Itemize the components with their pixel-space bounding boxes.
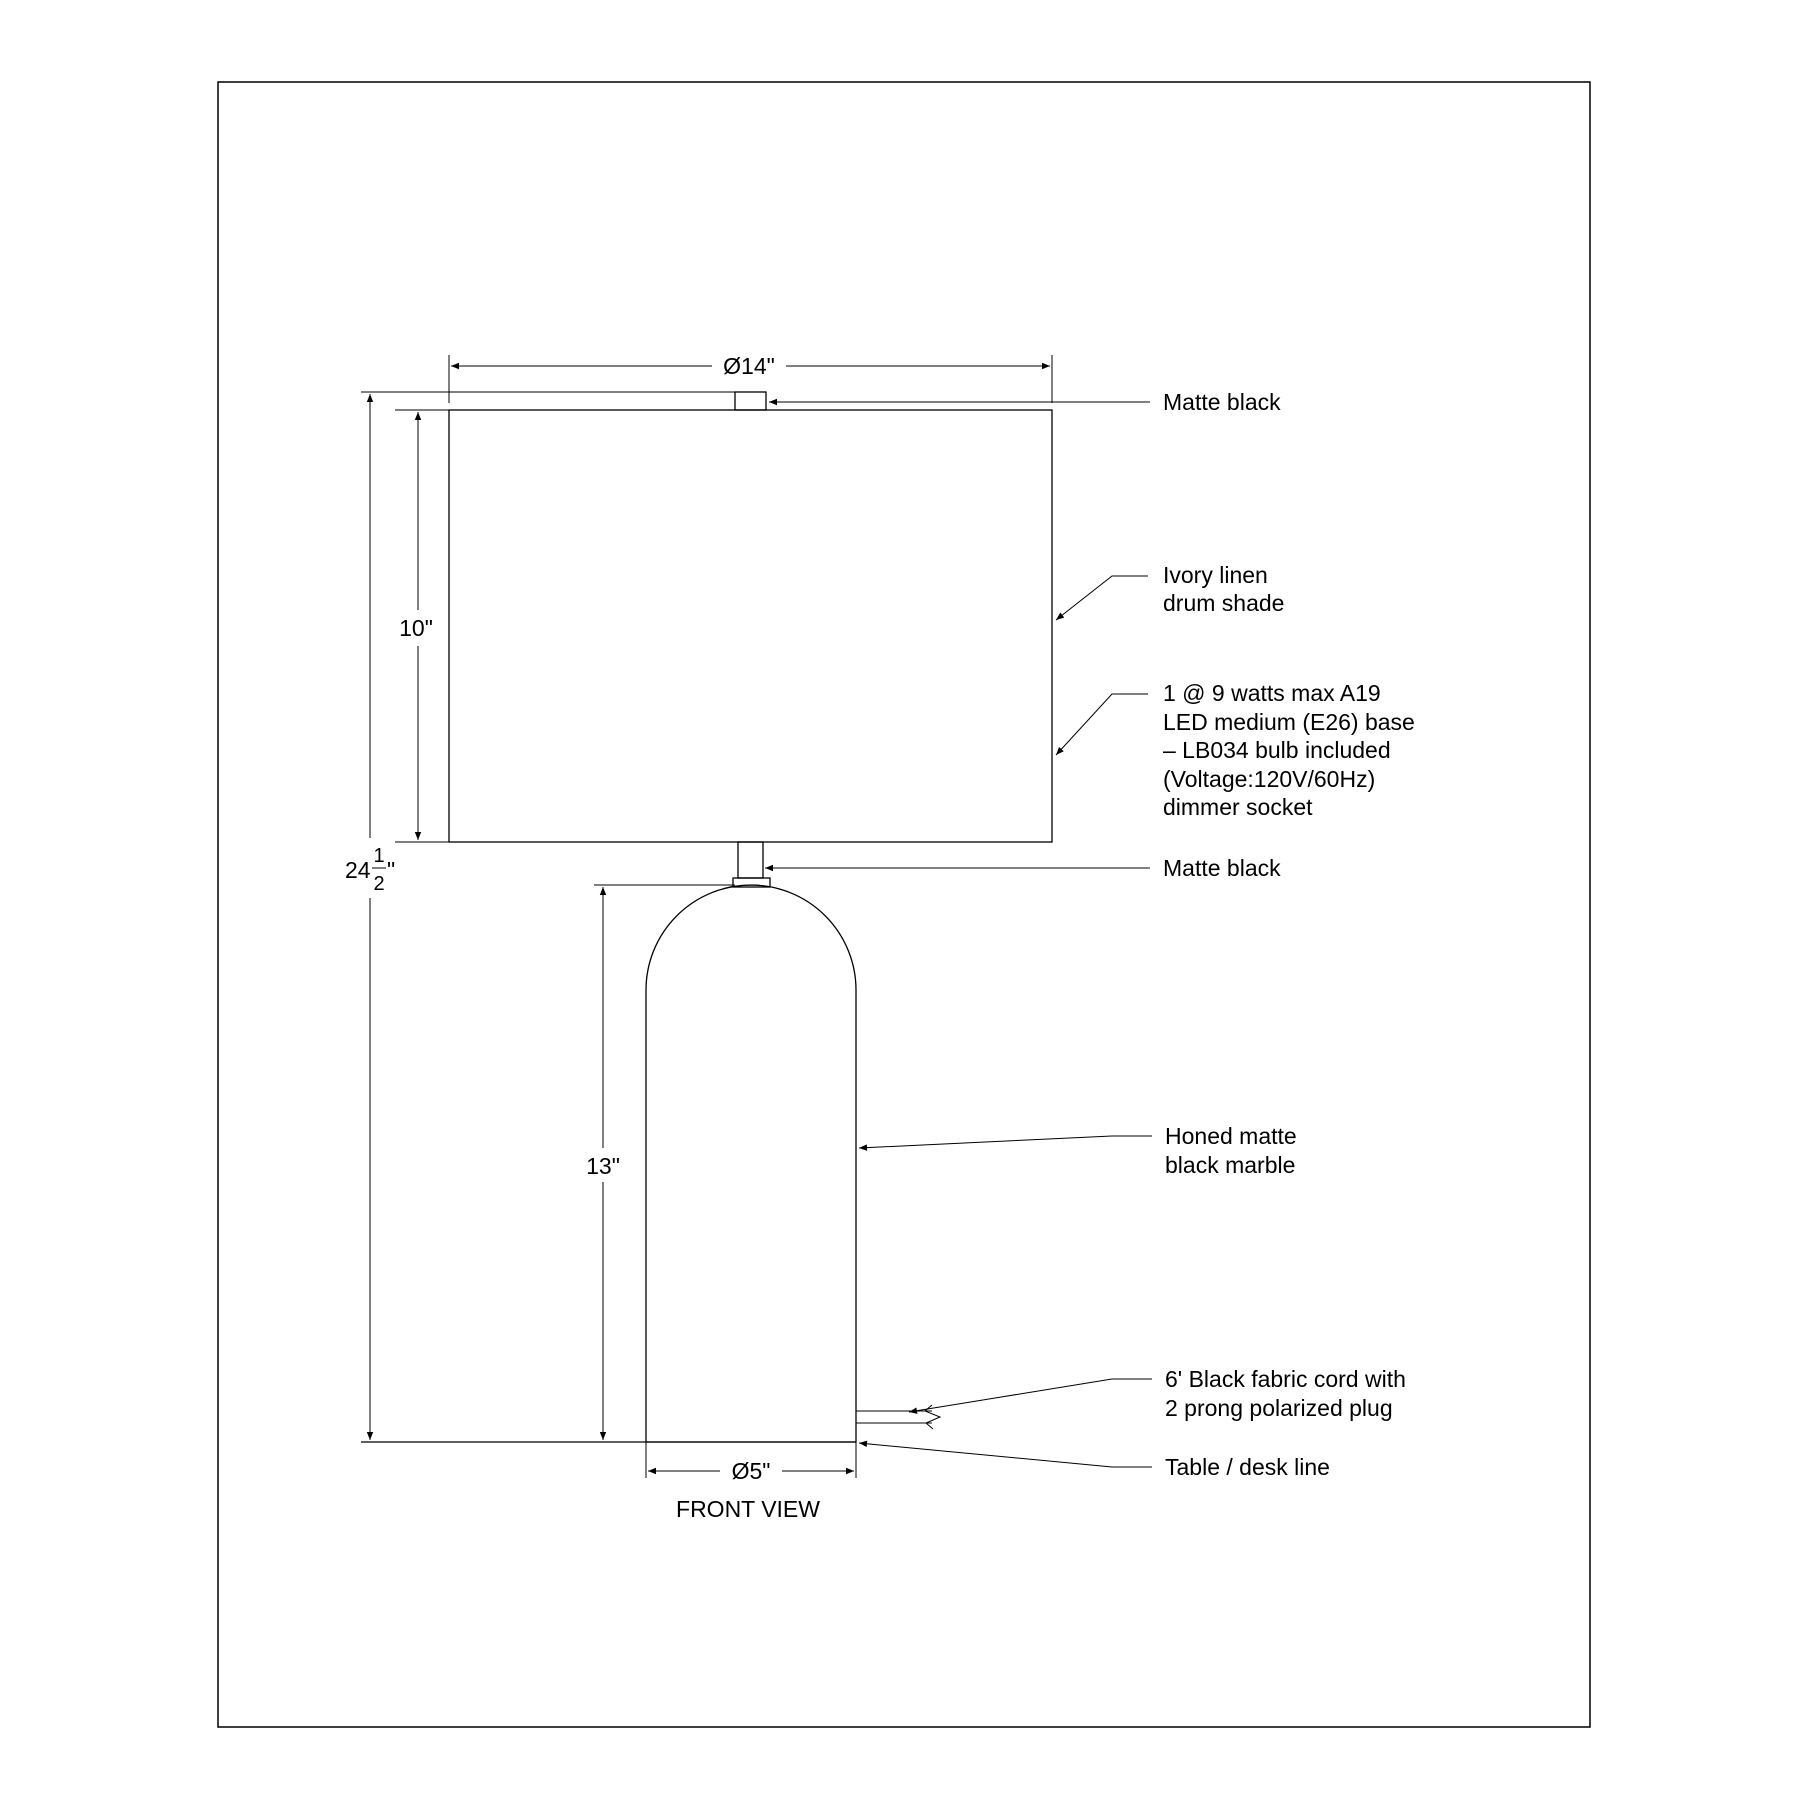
base-diameter-label: Ø5": [731, 1458, 771, 1484]
callout-body-line-2: black marble: [1165, 1152, 1296, 1178]
callout-bulb-line-1: 1 @ 9 watts max A19: [1163, 680, 1381, 706]
callout-bulb-line-4: (Voltage:120V/60Hz): [1163, 766, 1376, 792]
overall-height-inch-mark: ": [387, 857, 396, 883]
base-height-label: 13": [586, 1153, 620, 1179]
callout-bulb: [1163, 680, 1415, 820]
lamp-outline: [449, 392, 1052, 1442]
marble-body: [646, 885, 856, 1442]
overall-height-denominator: 2: [373, 873, 385, 895]
drum-shade: [449, 410, 1052, 842]
overall-height-numerator: 1: [373, 845, 385, 867]
callout-shade: [1163, 562, 1284, 616]
sheet-border: [218, 82, 1590, 1727]
finial: [735, 392, 766, 410]
callout-bulb-line-5: dimmer socket: [1163, 794, 1313, 820]
callout-body: [1165, 1123, 1297, 1178]
callout-cord-line-1: 6' Black fabric cord with: [1165, 1366, 1406, 1392]
shade-diameter-dimension: [449, 353, 1052, 403]
shade-height-label: 10": [399, 615, 433, 641]
callout-finial-line-1: Matte black: [1163, 389, 1281, 415]
callout-body-line-1: Honed matte: [1165, 1123, 1297, 1149]
neck: [738, 842, 763, 878]
shade-height-dimension: [395, 410, 449, 842]
overall-height-whole: 24: [345, 857, 371, 883]
callout-cord-line-2: 2 prong polarized plug: [1165, 1395, 1393, 1421]
shade-diameter-label: Ø14": [723, 353, 775, 379]
callout-shade-line-1: Ivory linen: [1163, 562, 1268, 588]
view-label: FRONT VIEW: [676, 1496, 820, 1522]
callout-neck-line-1: Matte black: [1163, 855, 1281, 881]
callout-neck: [1163, 855, 1281, 881]
callout-bulb-line-2: LED medium (E26) base: [1163, 709, 1415, 735]
callout-bulb-line-3: – LB034 bulb included: [1163, 737, 1391, 763]
base-height-dimension: [586, 885, 735, 1440]
callout-shade-line-2: drum shade: [1163, 590, 1285, 616]
callout-table: [1165, 1454, 1330, 1480]
callout-cord: [1165, 1366, 1406, 1421]
callout-table-line-1: Table / desk line: [1165, 1454, 1330, 1480]
callout-finial: [1163, 389, 1281, 415]
callout-leaders: [765, 402, 1152, 1467]
base-diameter-dimension: [646, 1442, 856, 1484]
